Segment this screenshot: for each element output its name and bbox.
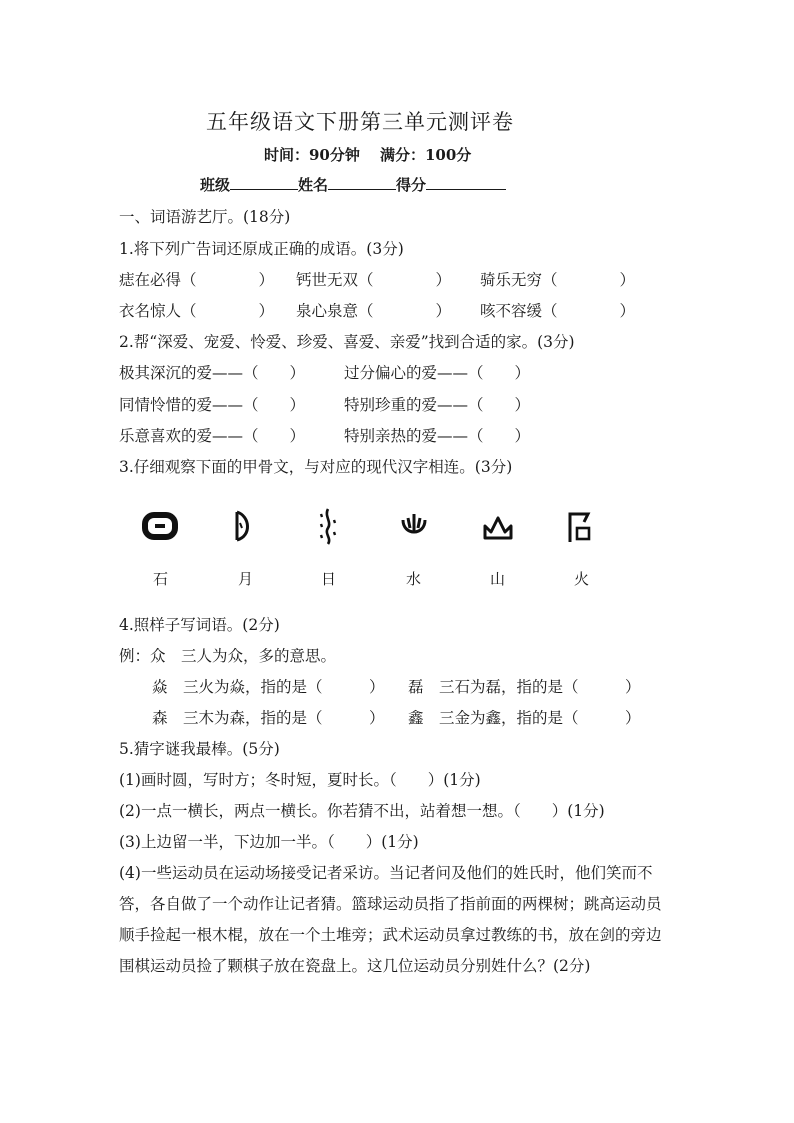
oracle-yue-icon[interactable]: [232, 508, 254, 544]
score-blank[interactable]: [426, 174, 506, 190]
info-fields: [200, 174, 506, 195]
oracle-shui-icon[interactable]: [318, 506, 338, 546]
modern-char[interactable]: 火: [574, 570, 590, 588]
q4-title: 4.照样子写词语。(2分): [119, 616, 280, 634]
q3-title: 3.仔细观察下面的甲骨文，与对应的现代汉字相连。(3分): [119, 458, 513, 476]
name-blank[interactable]: [328, 174, 396, 190]
q5-long-line: 围棋运动员捡了颗棋子放在瓷盘上。这几位运动员分别姓什么？(2分): [119, 957, 591, 975]
modern-char[interactable]: 月: [238, 570, 254, 588]
q2-item: 特别珍重的爱——（ ）: [344, 396, 531, 414]
modern-char[interactable]: 水: [406, 570, 422, 588]
q2-item: 同情怜惜的爱——（ ）: [119, 396, 306, 414]
q5-long-line: 答，各自做了一个动作让记者猜。篮球运动员指了指前面的两棵树；跳高运动员: [119, 895, 662, 913]
page-title: 五年级语文下册第三单元测评卷: [206, 110, 514, 134]
oracle-shan-icon[interactable]: [482, 514, 514, 542]
q5-long-line: (4)一些运动员在运动场接受记者采访。当记者问及他们的姓氏时，他们笑而不: [119, 864, 653, 882]
modern-char[interactable]: 日: [321, 570, 337, 588]
q5-long-line: 顺手捡起一根木棍，放在一个土堆旁；武术运动员拿过教练的书，放在剑的旁边: [119, 926, 662, 944]
time-limit: 时间：90分钟: [264, 146, 360, 164]
name-label: 姓名: [298, 176, 329, 194]
class-blank[interactable]: [230, 174, 298, 190]
q5-riddle: (3)上边留一半，下边加一半。（ ）(1分): [119, 833, 419, 851]
q2-title: 2.帮“深爱、宠爱、怜爱、珍爱、喜爱、亲爱”找到合适的家。(3分): [119, 333, 575, 351]
q4-item: 磊 三石为磊，指的是（ ）: [408, 678, 641, 696]
q1-item: 泉心泉意（ ）: [296, 302, 452, 320]
q5-title: 5.猜字谜我最棒。(5分): [119, 740, 280, 758]
q5-riddle: (2)一点一横长，两点一横长。你若猜不出，站着想一想。（ ）(1分): [119, 802, 605, 820]
q4-item: 焱 三火为焱，指的是（ ）: [152, 678, 385, 696]
q2-item: 特别亲热的爱——（ ）: [344, 427, 531, 445]
q1-title: 1.将下列广告词还原成正确的成语。(3分): [119, 240, 404, 258]
q1-item: 咳不容缓（ ）: [480, 302, 636, 320]
score-label: 得分: [396, 176, 427, 194]
q4-example: 例：众 三人为众，多的意思。: [119, 647, 337, 665]
section1-heading: 一、词语游艺厅。(18分): [119, 208, 291, 226]
q4-item: 鑫 三金为鑫，指的是（ ）: [408, 709, 641, 727]
q4-item: 森 三木为森，指的是（ ）: [152, 709, 385, 727]
oracle-huo-icon[interactable]: [399, 510, 429, 542]
q2-item: 极其深沉的爱——（ ）: [119, 364, 306, 382]
class-label: 班级: [200, 176, 231, 194]
oracle-shi-icon[interactable]: [564, 508, 594, 544]
oracle-ri-icon[interactable]: [142, 510, 178, 542]
modern-char[interactable]: 山: [490, 570, 506, 588]
q1-item: 钙世无双（ ）: [296, 271, 452, 289]
modern-char[interactable]: 石: [153, 570, 169, 588]
full-score: 满分：100分: [380, 146, 472, 164]
q2-item: 乐意喜欢的爱——（ ）: [119, 427, 306, 445]
q2-item: 过分偏心的爱——（ ）: [344, 364, 531, 382]
q1-item: 衣名惊人（ ）: [119, 302, 275, 320]
q1-item: 骑乐无穷（ ）: [480, 271, 636, 289]
q5-riddle: (1)画时圆，写时方；冬时短，夏时长。（ ）(1分): [119, 771, 481, 789]
q1-item: 痣在必得（ ）: [119, 271, 275, 289]
